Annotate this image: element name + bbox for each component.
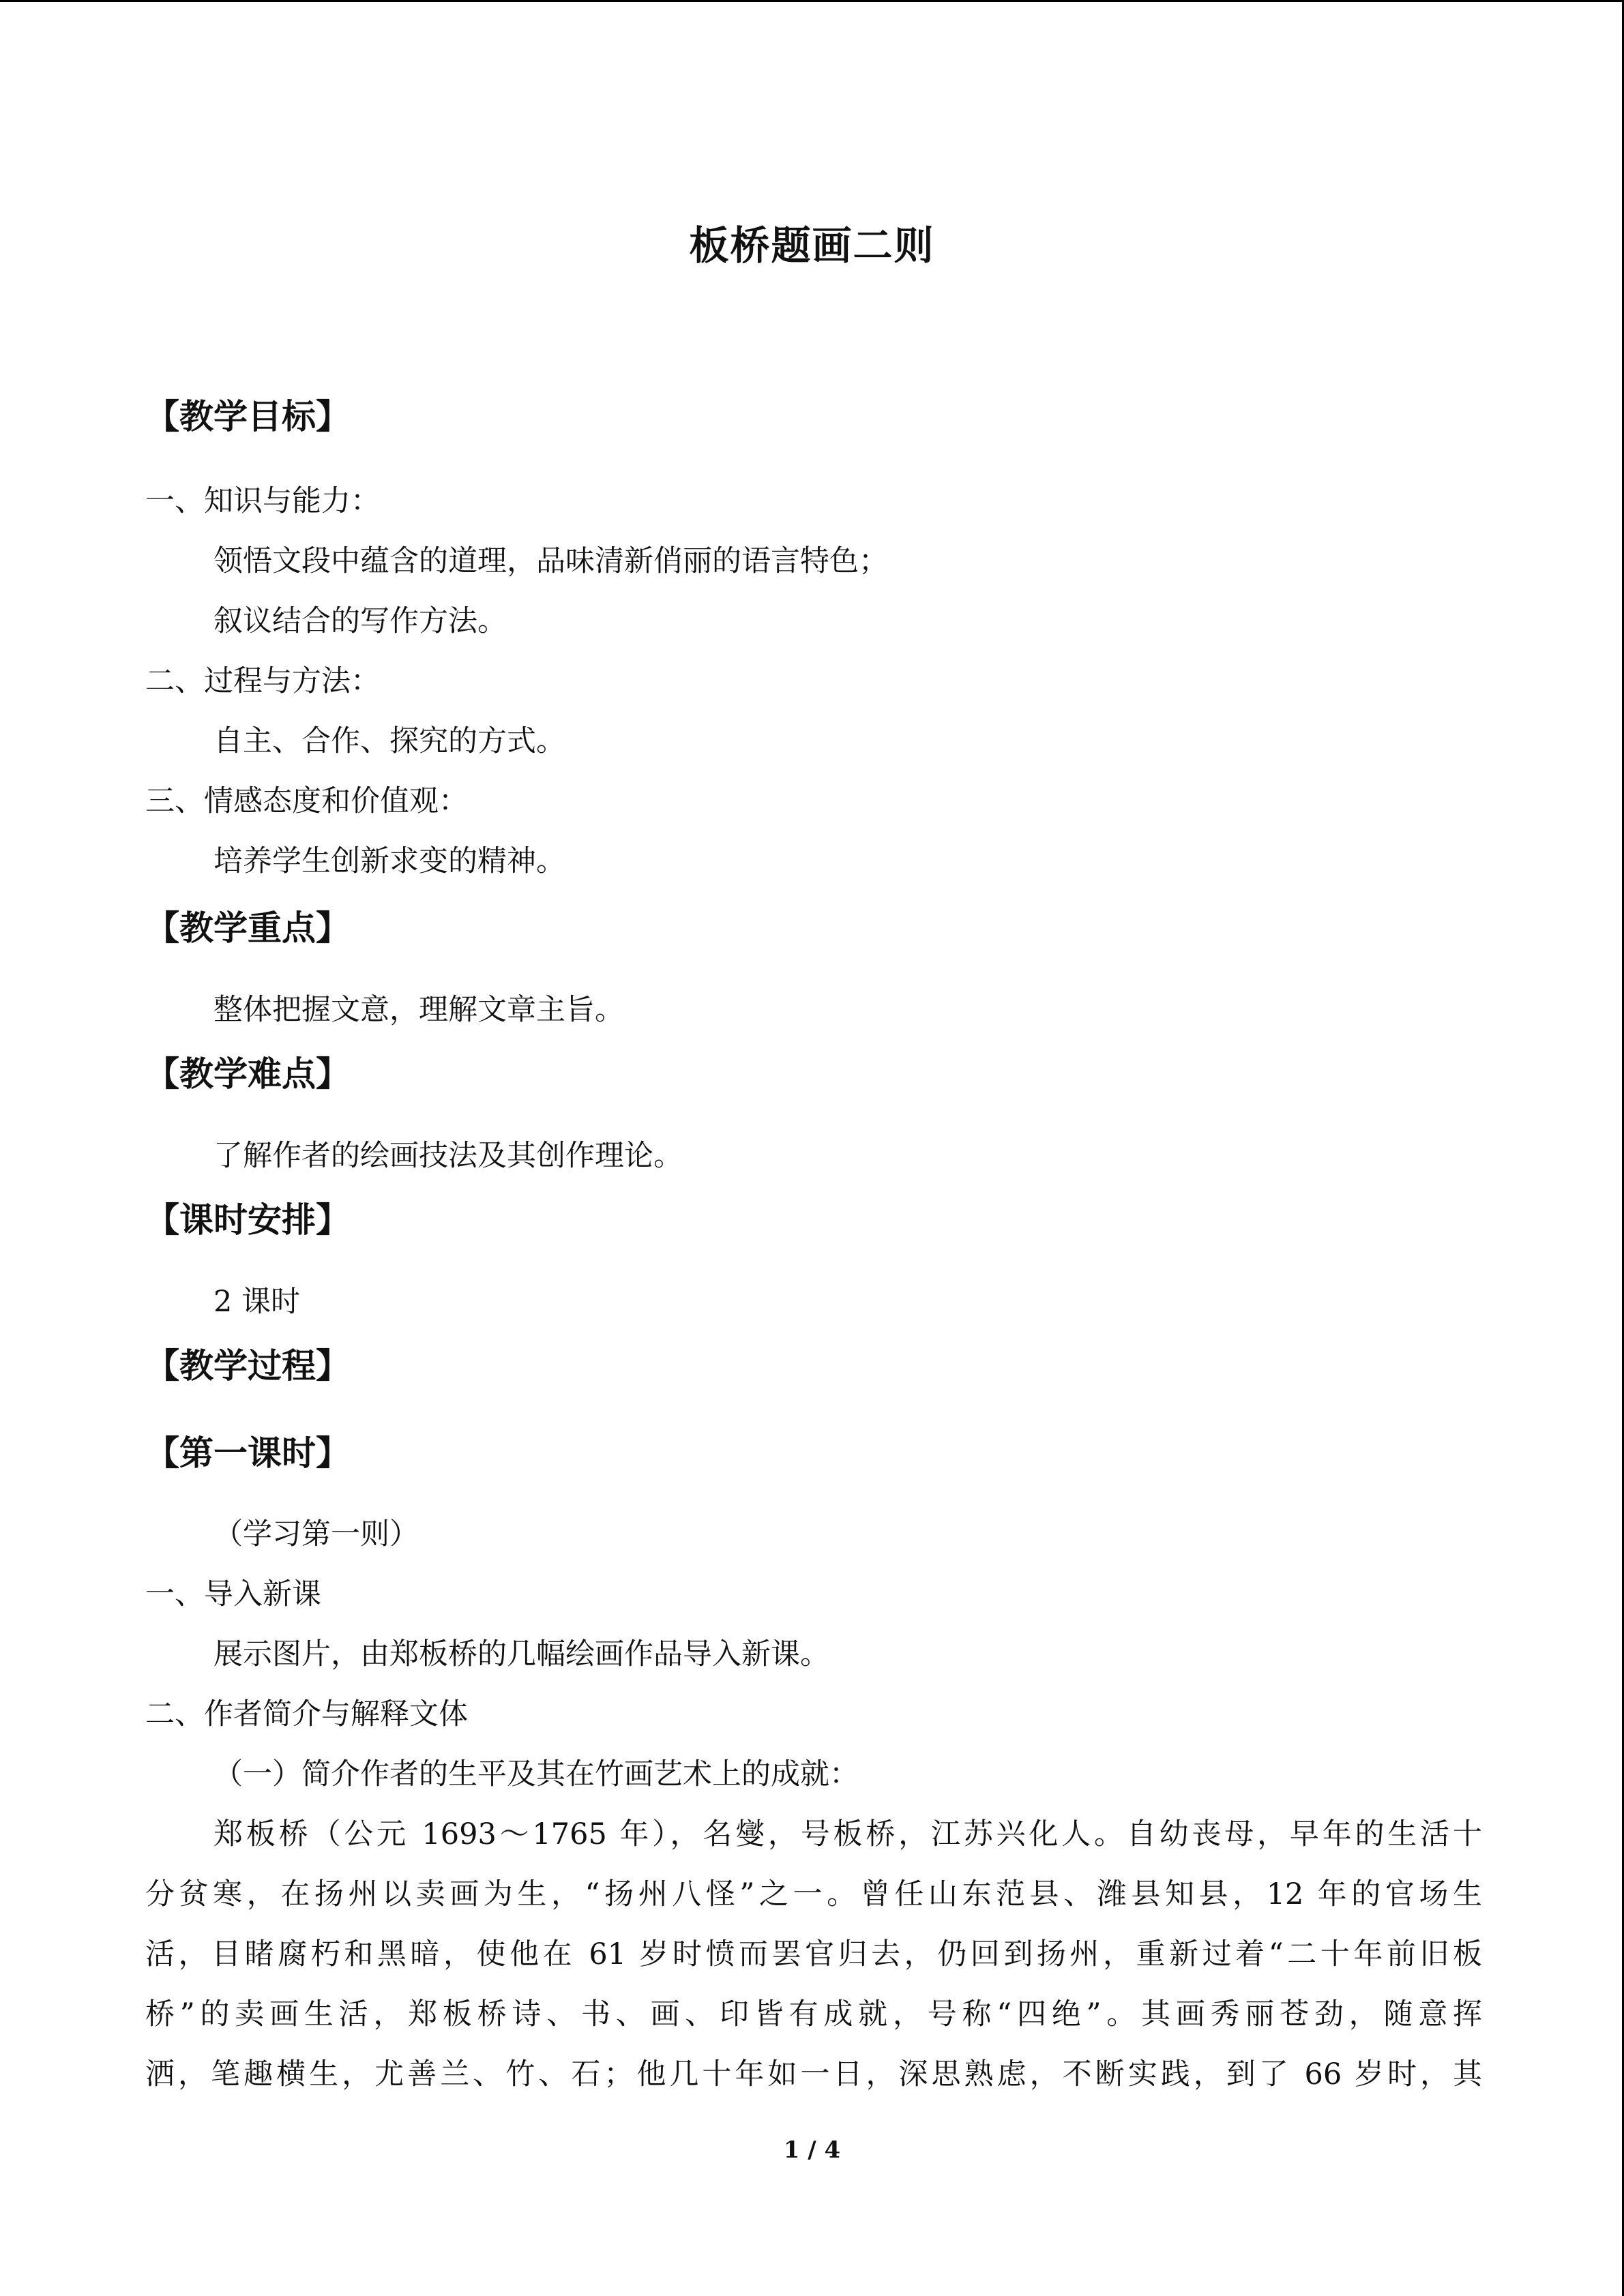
lesson-step-1-text: 展示图片，由郑板桥的几幅绘画作品导入新课。 <box>213 1637 829 1671</box>
lesson-step-2-title: 二、作者简介与解释文体 <box>145 1697 468 1731</box>
page-indicator: 1 / 4 <box>783 2136 841 2164</box>
lesson-step-2-subtitle: （一）简介作者的生平及其在竹画艺术上的成就： <box>213 1757 859 1791</box>
objective-section-1-item-2: 叙议结合的写作方法。 <box>213 604 507 638</box>
bio-line-3: 活，目睹腐朽和黑暗，使他在 61 岁时愤而罢官归去，仍回到扬州，重新过着“二十年前旧板 <box>145 1937 1482 1971</box>
difficulties-text: 了解作者的绘画技法及其创作理论。 <box>213 1139 683 1173</box>
lesson-step-1-title: 一、导入新课 <box>145 1577 321 1611</box>
heading-first-lesson: 【第一课时】 <box>145 1433 350 1473</box>
objective-section-1-item-1: 领悟文段中蕴含的道理，品味清新俏丽的语言特色； <box>213 544 888 578</box>
objective-section-2-title: 二、过程与方法： <box>145 664 380 698</box>
objective-section-2-item-1: 自主、合作、探究的方式。 <box>213 724 565 758</box>
key-points-text: 整体把握文意，理解文章主旨。 <box>213 993 624 1027</box>
bio-line-1: 郑板桥（公元 1693～1765 年），名燮，号板桥，江苏兴化人。自幼丧母，早年的生活十 <box>213 1817 1482 1851</box>
heading-process: 【教学过程】 <box>145 1345 350 1386</box>
objective-section-3-title: 三、情感态度和价值观： <box>145 784 468 818</box>
heading-key-points: 【教学重点】 <box>145 908 350 948</box>
heading-difficulties: 【教学难点】 <box>145 1054 350 1094</box>
objective-section-1-title: 一、知识与能力： <box>145 484 380 518</box>
schedule-text: 2 课时 <box>213 1285 301 1319</box>
lesson-note: （学习第一则） <box>213 1517 419 1551</box>
document-title: 板桥题画二则 <box>689 222 935 269</box>
bio-line-2: 分贫寒，在扬州以卖画为生，“扬州八怪”之一。曾任山东范县、潍县知县，12 年的官场生 <box>145 1877 1482 1911</box>
bio-line-5: 洒，笔趣横生，尤善兰、竹、石；他几十年如一日，深思熟虑，不断实践，到了 66 岁时，其 <box>145 2057 1482 2091</box>
heading-schedule: 【课时安排】 <box>145 1199 350 1240</box>
objective-section-3-item-1: 培养学生创新求变的精神。 <box>213 844 565 878</box>
heading-objectives: 【教学目标】 <box>145 396 350 436</box>
bio-line-4: 桥”的卖画生活，郑板桥诗、书、画、印皆有成就，号称“四绝”。其画秀丽苍劲，随意挥 <box>145 1997 1482 2031</box>
